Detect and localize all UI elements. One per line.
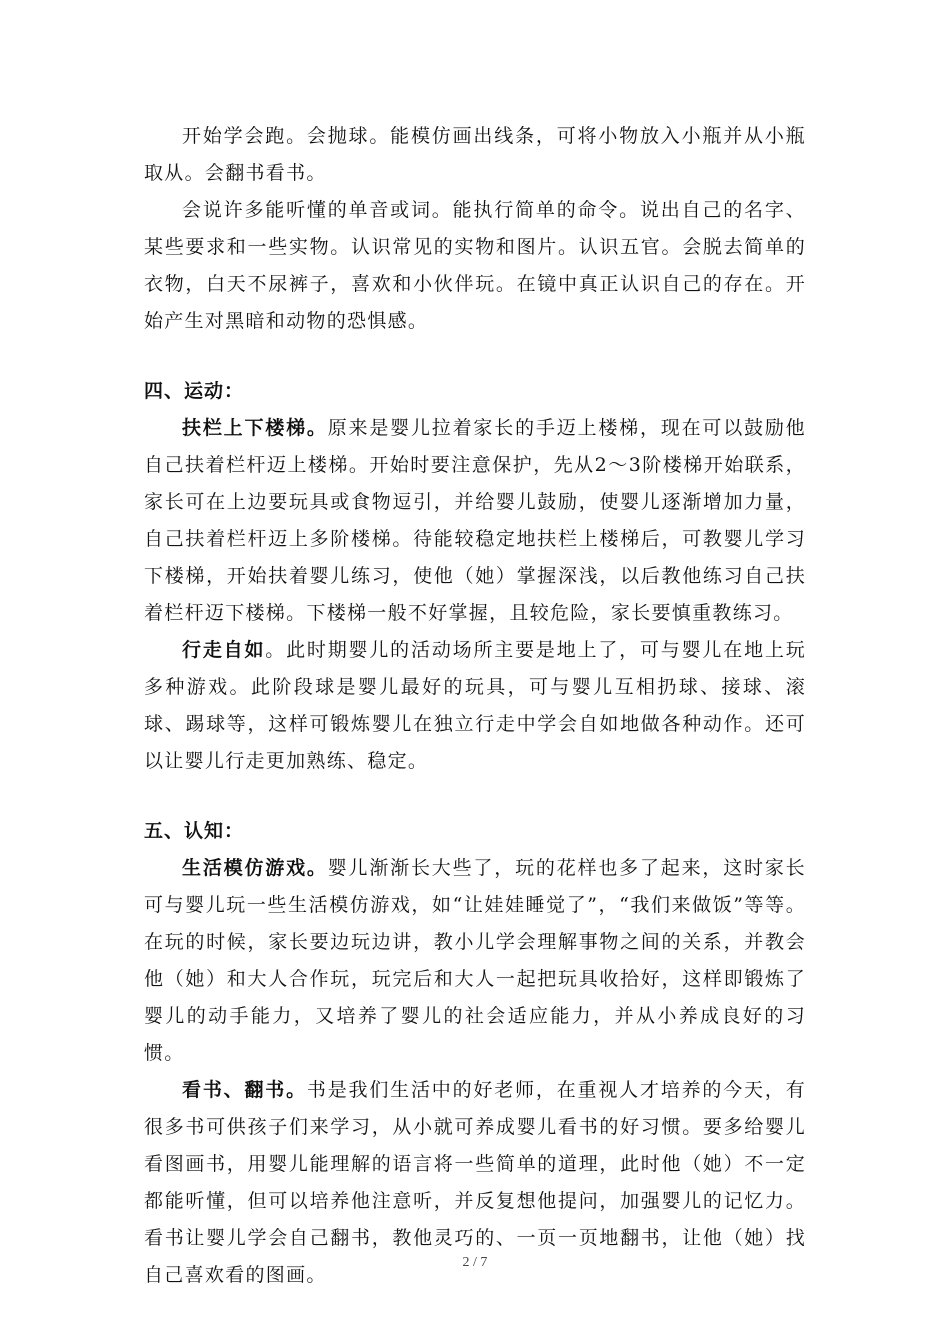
page-number: 2 / 7 bbox=[462, 1255, 488, 1270]
document-body bbox=[144, 118, 806, 1294]
paragraph-text: 书是我们生活中的好老师，在重视人才培养的今天，有很多书可供孩子们来学习，从小就可养成婴儿看书的好习惯。要多给婴儿看图画书，用婴儿能理解的语言将一些简单的道理，此时他（她）不一定都能听懂，但可以培养他注意听，并反复想他提问，加强婴儿的记忆力。看书让婴儿学会自己翻书，教他灵巧的、一页一页地翻书，让他（她）找自己喜欢看的图画。 bbox=[144, 1079, 806, 1286]
section-heading-cognition: 五、认知： bbox=[144, 820, 245, 842]
lead-term: 生活模仿游戏。 bbox=[182, 857, 328, 879]
lead-term: 行走自如 bbox=[182, 639, 266, 661]
motion-paragraph-walking bbox=[144, 632, 806, 780]
section-heading-motion: 四、运动： bbox=[144, 380, 245, 402]
paragraph-text: 原来是婴儿拉着家长的手迈上楼梯，现在可以鼓励他自己扶着栏杆迈上楼梯。开始时要注意保护，先从2～3阶楼梯开始联系，家长可在上边要玩具或食物逗引，并给婴儿鼓励，使婴儿逐渐增加力量，自己扶着栏杆迈上多阶楼梯。待能较稳定地扶栏上楼梯后，可教婴儿学习下楼梯，开始扶着婴儿练习，使他（她）掌握深浅，以后教他练习自己扶着栏杆迈下楼梯。下楼梯一般不好掌握，且较危险，家长要慎重教练习。 bbox=[144, 417, 806, 624]
intro-paragraph-1: 开始学会跑。会抛球。能模仿画出线条，可将小物放入小瓶并从小瓶取从。会翻书看书。 bbox=[144, 125, 806, 184]
lead-term: 扶栏上下楼梯。 bbox=[182, 417, 328, 439]
paragraph-text: 。此时期婴儿的活动场所主要是地上了，可与婴儿在地上玩多种游戏。此阶段球是婴儿最好的玩具，可与婴儿互相扔球、接球、滚球、踢球等，这样可锻炼婴儿在独立行走中学会自如地做各种动作。还可以让婴儿行走更加熟练、稳定。 bbox=[144, 639, 807, 772]
intro-paragraph-2: 会说许多能听懂的单音或词。能执行简单的命令。说出自己的名字、某些要求和一些实物。认识常见的实物和图片。认识五官。会脱去简单的衣物，白天不尿裤子，喜欢和小伙伴玩。在镜中真正认识自己的存在。开始产生对黑暗和动物的恐惧感。 bbox=[144, 199, 806, 332]
lead-term: 看书、翻书。 bbox=[182, 1079, 307, 1101]
paragraph-text: 婴儿渐渐长大些了，玩的花样也多了起来，这时家长可与婴儿玩一些生活模仿游戏，如“让娃娃睡觉了”，“我们来做饭”等等。在玩的时候，家长要边玩边讲，教小儿学会理解事物之间的关系，并教会他（她）和大人合作玩，玩完后和大人一起把玩具收拾好，这样即锻炼了婴儿的动手能力，又培养了婴儿的社会适应能力，并从小养成良好的习惯。 bbox=[144, 857, 806, 1064]
cognition-paragraph-pretend-play bbox=[144, 850, 806, 1072]
motion-paragraph-stairs bbox=[144, 410, 806, 632]
